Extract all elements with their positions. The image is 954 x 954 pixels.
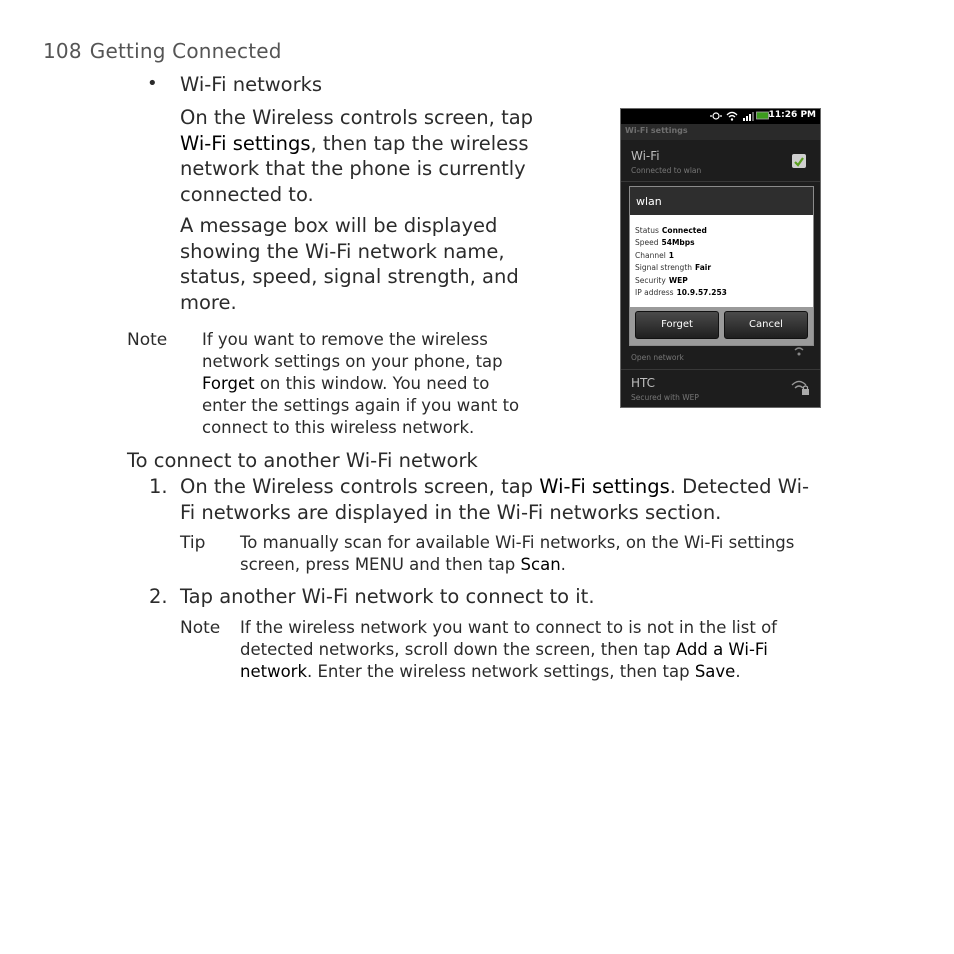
screen-title-bar (621, 124, 820, 140)
text-line: connect to this wireless network. (202, 418, 475, 437)
text-line: If the wireless network you want to connect to is not in the list of (240, 618, 777, 637)
status-time: 11:26 PM (768, 110, 816, 120)
text-line: network that the phone is currently (180, 157, 526, 180)
text-span: . Enter the wireless network settings, then tap (307, 662, 690, 681)
detail-value: Connected (661, 226, 707, 235)
signal-icon (742, 111, 754, 121)
text-line: connected to. (180, 182, 314, 206)
dialog-title: wlan (636, 195, 662, 208)
wifi-lock-icon (791, 379, 811, 397)
detail-value: 54Mbps (661, 238, 695, 247)
detail-label: Speed (635, 238, 659, 247)
page-header (43, 39, 282, 63)
detail-value: 10.9.57.253 (676, 288, 727, 297)
bullet-paragraph-2 (180, 213, 600, 315)
bullet-heading: Wi-Fi networks (180, 73, 323, 96)
wifi-checkbox[interactable] (792, 154, 806, 168)
network-details-dialog (629, 186, 814, 346)
htc-row-subtitle: Secured with WEP (631, 393, 699, 402)
sync-icon (709, 111, 723, 121)
htc-row-title: HTC (631, 376, 656, 390)
text-line: network settings on your phone, tap (202, 352, 503, 371)
detail-label: Signal strength (635, 263, 693, 272)
keyword-network: network (240, 662, 308, 681)
dialog-button-bar (630, 307, 813, 345)
open-network-subtitle: Open network (631, 353, 684, 362)
tip-text (240, 532, 900, 576)
detail-label: IP address (635, 288, 674, 297)
phone-screenshot (620, 108, 821, 408)
wifi-icon (726, 111, 738, 121)
keyword-add-wifi: Add a Wi-Fi (675, 640, 768, 659)
text-span: screen, press MENU and then tap (240, 555, 516, 574)
detail-label: Channel (635, 251, 666, 260)
dialog-title-bar (630, 187, 813, 215)
detail-label: Security (635, 276, 666, 285)
page-number: 108 (43, 39, 82, 63)
section-title: Getting Connected (89, 39, 282, 63)
text-line: If you want to remove the wireless (202, 330, 488, 349)
keyword-forget: Forget (202, 374, 255, 393)
row-divider (621, 369, 820, 370)
check-icon (792, 155, 806, 169)
detail-value: 1 (668, 251, 675, 260)
cancel-button[interactable]: Cancel (724, 311, 808, 339)
detail-label: Status (635, 226, 659, 235)
detail-value: Fair (695, 263, 712, 272)
text-line: showing the Wi-Fi network name, (180, 239, 505, 263)
text-span: On the Wireless controls screen, tap (180, 475, 534, 498)
detail-status (635, 226, 707, 235)
text-span: , then tap the wireless (310, 131, 529, 155)
detail-signal (635, 263, 711, 272)
keyword-wifi-settings: Wi-Fi settings (539, 475, 670, 498)
text-span: . (560, 555, 566, 574)
section-heading: To connect to another Wi-Fi network (127, 449, 478, 472)
keyword-scan: Scan (520, 555, 561, 574)
note-2-label: Note (180, 618, 221, 638)
text-line: Fi networks are displayed in the Wi-Fi networks section. (180, 500, 722, 524)
wifi-open-icon (793, 345, 805, 357)
text-span: on this window. You need to (254, 374, 490, 393)
detail-channel (635, 251, 674, 260)
wifi-row-title: Wi-Fi (631, 149, 660, 163)
text-line: status, speed, signal strength, and (180, 265, 519, 288)
row-divider (621, 181, 820, 182)
note-label: Note (127, 330, 168, 350)
text-span: detected networks, scroll down the screen, then tap (240, 640, 671, 659)
text-span: . (735, 662, 741, 681)
keyword-save: Save (694, 662, 736, 681)
text-line: To manually scan for available Wi-Fi networks, on the Wi-Fi settings (240, 533, 795, 552)
forget-button[interactable]: Forget (635, 311, 719, 339)
note-text (202, 329, 602, 439)
status-bar (621, 109, 820, 124)
screen-title: Wi-Fi settings (625, 126, 688, 135)
detail-ip (635, 288, 727, 297)
note-2-text (240, 617, 900, 683)
step-2-text: Tap another Wi-Fi network to connect to it. (180, 585, 595, 608)
keyword-wifi-settings: Wi-Fi settings (180, 131, 311, 155)
text-line: A message box will be displayed (180, 214, 498, 237)
wifi-row-subtitle: Connected to wlan (631, 166, 702, 175)
bullet-paragraph-1 (180, 105, 600, 207)
text-line: more. (180, 290, 237, 314)
detail-speed (635, 238, 695, 247)
text-span: On the Wireless controls screen, tap (180, 106, 534, 129)
step-1-number: 1. (149, 475, 168, 498)
text-line: enter the settings again if you want to (202, 396, 520, 415)
step-1-text (180, 474, 880, 525)
detail-value: WEP (668, 276, 688, 285)
text-span: . Detected Wi- (669, 475, 810, 498)
step-2-number: 2. (149, 585, 168, 608)
tip-label: Tip (180, 533, 206, 553)
detail-security (635, 276, 688, 285)
bullet-dot: • (147, 73, 158, 94)
